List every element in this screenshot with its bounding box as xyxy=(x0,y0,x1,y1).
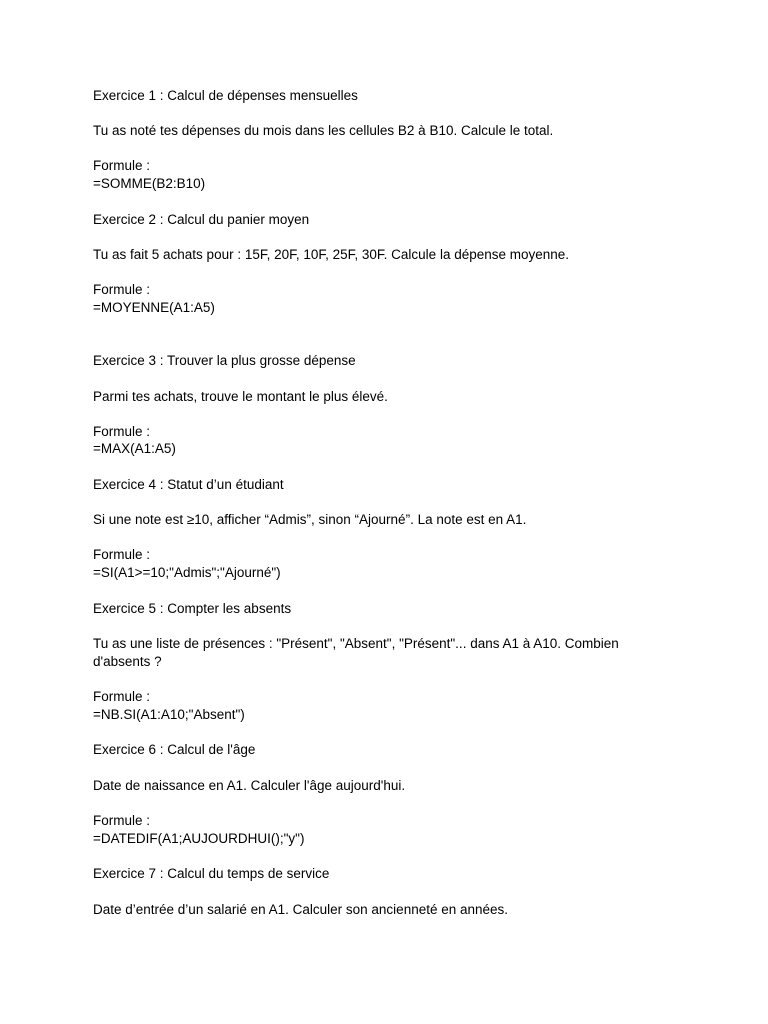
exercise-6-formula: =DATEDIF(A1;AUJOURDHUI();"y") xyxy=(93,831,305,846)
exercise-3-formula-label: Formule : xyxy=(93,424,151,439)
exercise-5-formula: =NB.SI(A1:A10;"Absent") xyxy=(93,707,245,722)
exercise-5-statement-line2: d'absents ? xyxy=(93,654,162,669)
exercise-6-formula-label: Formule : xyxy=(93,813,151,828)
exercise-2-formula: =MOYENNE(A1:A5) xyxy=(93,300,215,315)
exercise-7-statement: Date d’entrée d’un salarié en A1. Calculer son ancienneté en années. xyxy=(93,902,509,917)
exercise-2-formula-label: Formule : xyxy=(93,282,151,297)
exercise-4-formula-label: Formule : xyxy=(93,547,151,562)
exercise-1-statement: Tu as noté tes dépenses du mois dans les cellules B2 à B10. Calcule le total. xyxy=(93,123,554,138)
exercise-1-formula-label: Formule : xyxy=(93,158,151,173)
exercise-2-title: Exercice 2 : Calcul du panier moyen xyxy=(93,212,310,227)
exercise-3-title: Exercice 3 : Trouver la plus grosse dépense xyxy=(93,353,356,368)
exercise-4-formula: =SI(A1>=10;"Admis";"Ajourné") xyxy=(93,565,281,580)
exercise-2-statement: Tu as fait 5 achats pour : 15F, 20F, 10F, 25F, 30F. Calcule la dépense moyenne. xyxy=(93,247,570,262)
exercise-4-title: Exercice 4 : Statut d’un étudiant xyxy=(93,477,284,492)
exercise-6-statement: Date de naissance en A1. Calculer l'âge aujourd'hui. xyxy=(93,778,406,793)
exercise-3-formula: =MAX(A1:A5) xyxy=(93,441,176,456)
exercise-3-statement: Parmi tes achats, trouve le montant le plus élevé. xyxy=(93,389,388,404)
exercise-1-title: Exercice 1 : Calcul de dépenses mensuelles xyxy=(93,88,358,103)
exercise-5-statement-line1: Tu as une liste de présences : "Présent", "Absent", "Présent"... dans A1 à A10. Combien xyxy=(93,636,619,651)
exercise-1-formula: =SOMME(B2:B10) xyxy=(93,176,206,191)
exercise-7-title: Exercice 7 : Calcul du temps de service xyxy=(93,866,330,881)
exercise-4-statement: Si une note est ≥10, afficher “Admis”, sinon “Ajourné”. La note est en A1. xyxy=(93,512,527,527)
exercise-5-formula-label: Formule : xyxy=(93,689,151,704)
exercise-6-title: Exercice 6 : Calcul de l'âge xyxy=(93,742,256,757)
exercise-5-title: Exercice 5 : Compter les absents xyxy=(93,601,292,616)
